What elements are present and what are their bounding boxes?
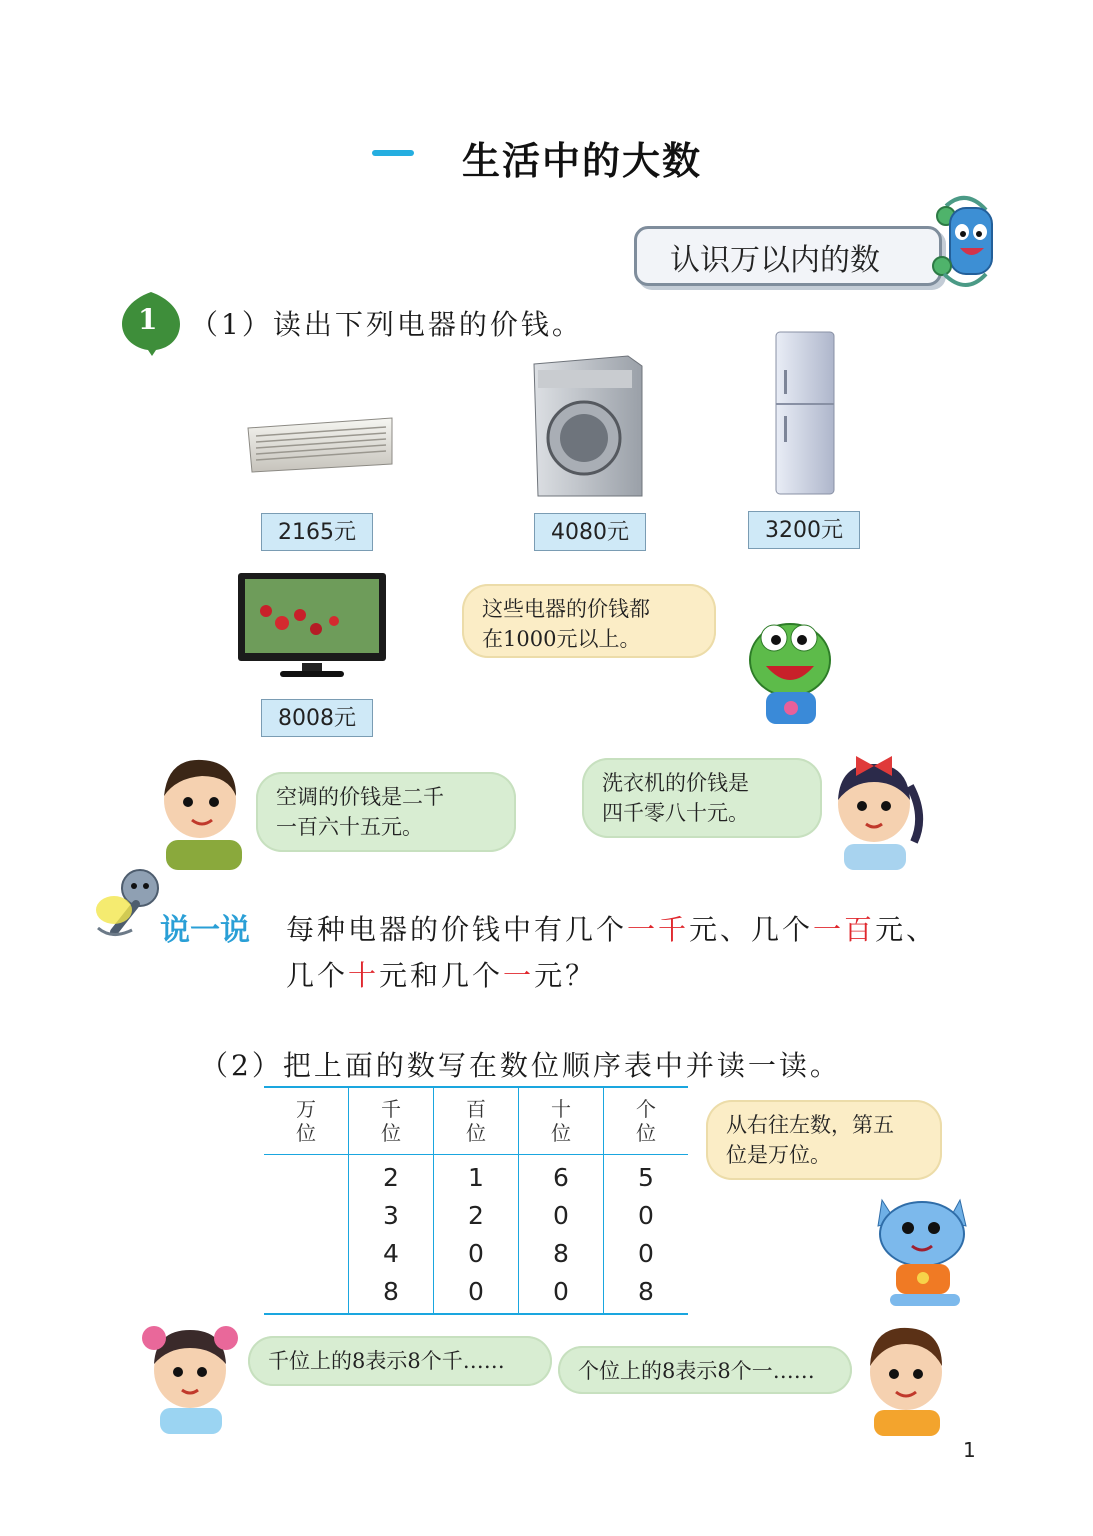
table-cell: 0 [434,1235,519,1273]
frog-mascot-icon [744,614,834,726]
question-part-2: （2）把上面的数写在数位顺序表中并读一读。 [200,1049,841,1082]
frog-bubble-line-1: 这些电器的价钱都 [482,597,650,621]
cat-mascot-icon [868,1182,978,1308]
girl-with-bows-icon [140,1308,240,1434]
table-cell: 2 [349,1155,434,1198]
talk-text: 每种电器的价钱中有几个 [286,913,628,946]
section-title: 认识万以内的数 [670,243,880,278]
cat-bubble-line-1: 从右往左数，第五 [726,1113,894,1137]
table-cell: 8 [349,1273,434,1314]
girl-character-icon [826,746,926,870]
header-hundreds: 百 位 [434,1087,519,1155]
girl-bubble-line-1: 洗衣机的价钱是 [602,771,749,795]
cat-bubble-line-2: 位是万位。 [726,1143,831,1167]
table-cell [264,1155,349,1198]
header-thousands: 千 位 [349,1087,434,1155]
example-number: 1 [138,303,158,336]
talk-text: 元和几个 [379,959,504,992]
table-cell: 4 [349,1235,434,1273]
page-number: 1 [963,1438,976,1462]
washing-machine-image [528,352,646,500]
talk-highlight: 一千 [627,913,690,946]
speech-bubble-boy-bottom: 个位上的8表示8个一…… [558,1346,852,1394]
table-row [264,1197,688,1235]
air-conditioner-image [244,414,396,474]
table-cell: 0 [604,1197,689,1235]
table-cell: 2 [434,1197,519,1235]
table-cell: 0 [604,1235,689,1273]
table-row [264,1155,688,1198]
table-cell: 8 [604,1273,689,1314]
talk-highlight: 一百 [813,913,876,946]
table-cell: 0 [434,1273,519,1314]
chapter-number-dash [372,150,414,156]
place-value-header-row [264,1087,688,1155]
television-image [236,571,388,681]
chapter-title: 生活中的大数 [462,139,703,183]
girl-bubble-line-2: 四千零八十元。 [602,801,749,825]
header-ten-thousands: 万 位 [264,1087,349,1155]
talk-text: 几个 [286,959,349,992]
price-tag-television: 8008元 [261,699,373,737]
talk-question-line-2 [286,954,596,994]
place-value-table [264,1086,688,1315]
talk-highlight: 一 [503,959,535,992]
talk-text: 元？ [534,959,597,992]
talk-highlight: 十 [348,959,380,992]
table-cell: 0 [519,1197,604,1235]
talk-section-label: 说一说 [160,913,250,948]
header-ones: 个 位 [604,1087,689,1155]
table-cell: 6 [519,1155,604,1198]
talk-question-line-1 [286,908,937,948]
mouse-mascot-icon [926,186,1006,298]
price-tag-air-conditioner: 2165元 [261,513,373,551]
header-tens: 十 位 [519,1087,604,1155]
table-cell: 5 [604,1155,689,1198]
boy-bubble-line-2: 一百六十五元。 [276,815,423,839]
table-cell: 8 [519,1235,604,1273]
table-cell [264,1273,349,1314]
talk-text: 元、 [875,913,938,946]
speech-bubble-girl [582,758,822,838]
speech-bubble-boy [256,772,516,852]
table-cell: 1 [434,1155,519,1198]
table-cell [264,1197,349,1235]
boy-bubble-line-1: 空调的价钱是二千 [276,785,444,809]
boy-bottom-character-icon [856,1312,956,1436]
boy-character-icon [158,756,248,870]
table-cell: 3 [349,1197,434,1235]
talk-text: 元、几个 [689,913,814,946]
table-cell [264,1235,349,1273]
table-row [264,1235,688,1273]
frog-bubble-line-2: 在1000元以上。 [482,627,641,651]
speech-bubble-cat [706,1100,942,1180]
question-part-1: （1）读出下列电器的价钱。 [190,308,583,341]
table-row [264,1273,688,1314]
speech-bubble-girl-bottom: 千位上的8表示8个千…… [248,1336,552,1386]
price-tag-refrigerator: 3200元 [748,511,860,549]
refrigerator-image [770,330,840,496]
price-tag-washing-machine: 4080元 [534,513,646,551]
table-cell: 0 [519,1273,604,1314]
speech-bubble-frog [462,584,716,658]
